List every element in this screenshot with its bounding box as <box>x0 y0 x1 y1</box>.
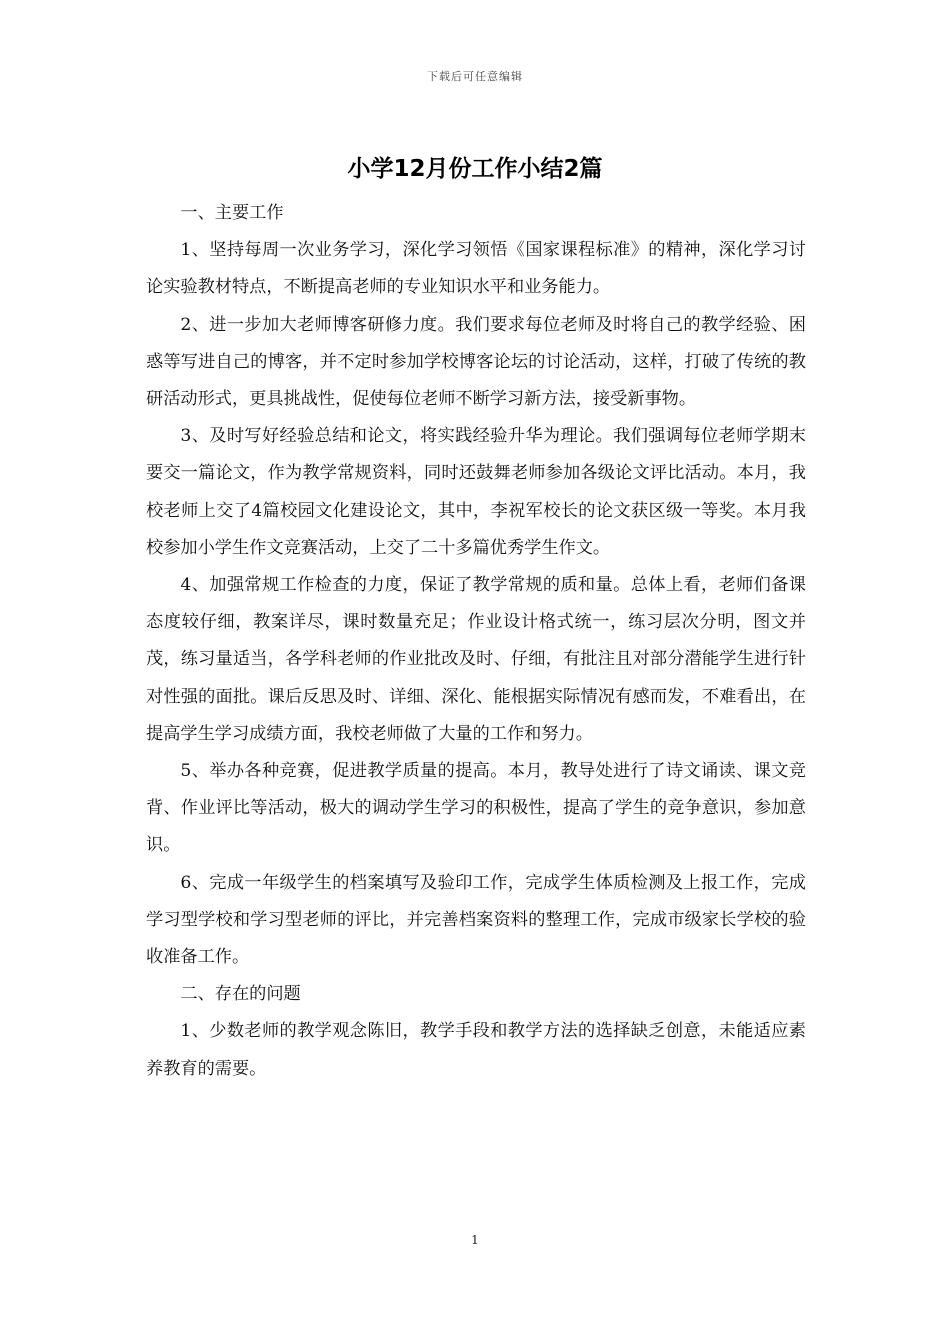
document-title: 小学12月份工作小结2篇 <box>347 156 603 182</box>
paragraph-item-4: 4、加强常规工作检查的力度，保证了教学常规的质和量。总体上看，老师们备课态度较仔细，教案详尽，课时数量充足；作业设计格式统一，练习层次分明，图文并茂，练习量适当，各学科老师的作业批改及时、仔细，有批注且对部分潜能学生进行针对性强的面批。课后反思及时、详细、深化、能根据实际情况有感而发，不难看出，在提高学生学习成绩方面，我校老师做了大量的工作和努力。 <box>146 575 806 744</box>
paragraph-item-1: 1、坚持每周一次业务学习，深化学习领悟《国家课程标准》的精神，深化学习讨论实验教材特点，不断提高老师的专业知识水平和业务能力。 <box>146 240 806 298</box>
paragraph-item-6: 6、完成一年级学生的档案填写及验印工作，完成学生体质检测及上报工作，完成学习型学校和学习型老师的评比，并完善档案资料的整理工作，完成市级家长学校的验收准备工作。 <box>146 872 806 968</box>
paragraph-item-3: 3、及时写好经验总结和论文，将实践经验升华为理论。我们强调每位老师学期末要交一篇论文，作为教学常规资料，同时还鼓舞老师参加各级论文评比活动。本月，我校老师上交了4篇校园文化建设论文，其中，李祝军校长的论文获区级一等奖。本月我校参加小学生作文竞赛活动，上交了二十多篇优秀学生作文。 <box>146 426 806 558</box>
paragraph-item-5: 5、举办各种竞赛，促进教学质量的提高。本月，教导处进行了诗文诵读、课文竞背、作业评比等活动，极大的调动学生学习的积极性，提高了学生的竞争意识，参加意识。 <box>146 761 806 856</box>
page-header: 下载后可任意编辑 <box>427 70 523 83</box>
section-heading-main-work: 一、主要工作 <box>180 203 284 223</box>
paragraph-problem-1: 1、少数老师的教学观念陈旧，教学手段和教学方法的选择缺乏创意，未能适应素养教育的需要。 <box>146 1021 806 1079</box>
page-number: 1 <box>471 1233 479 1247</box>
section-heading-problems: 二、存在的问题 <box>180 984 301 1005</box>
document-body <box>146 195 806 1088</box>
paragraph-item-2: 2、进一步加大老师博客研修力度。我们要求每位老师及时将自己的教学经验、困惑等写进自己的博客，并不定时参加学校博客论坛的讨论活动，这样，打破了传统的教研活动形式，更具挑战性，促使每位老师不断学习新方法，接受新事物。 <box>146 314 806 410</box>
